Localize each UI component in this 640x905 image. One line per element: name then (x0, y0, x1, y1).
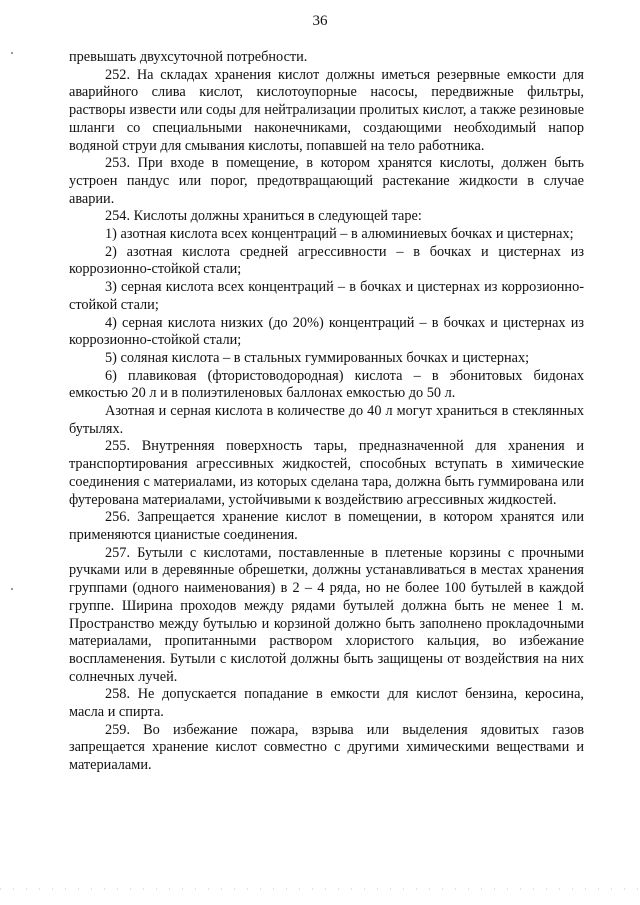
paragraph-256: 256. Запрещается хранение кислот в помещении, в котором хранятся или применяются цианистые соединения. (69, 509, 584, 543)
paragraph-253: 253. При входе в помещение, в котором хранятся кислоты, должен быть устроен пандус или порог, предотвращающий растекание жидкости в случае аварии. (69, 155, 584, 207)
list-item-6: 6) плавиковая (фтористоводородная) кислота – в эбонитовых бидонах емкостью 20 л и в полиэтиленовых баллонах емкостью до 50 л. (69, 367, 584, 402)
page-number: 36 (312, 13, 328, 29)
document-body (69, 49, 584, 775)
paragraph-259: 259. Во избежание пожара, взрыва или выделения ядовитых газов запрещается хранение кислот совместно с другими химическими веществами и материалами. (69, 721, 584, 774)
scan-speck (11, 588, 13, 590)
scan-speck (11, 52, 13, 54)
list-item-1: 1) азотная кислота всех концентраций – в алюминиевых бочках и цистернах; (105, 226, 574, 243)
paragraph-258: 258. Не допускается попадание в емкости для кислот бензина, керосина, масла и спирта. (69, 686, 584, 721)
paragraph-glass-bottles: Азотная и серная кислота в количестве до 40 л могут храниться в стеклянных бутылях. (69, 403, 584, 437)
paragraph-continuation: превышать двухсуточной потребности. (69, 49, 308, 65)
paragraph-254: 254. Кислоты должны храниться в следующей таре: (105, 208, 422, 225)
list-item-2: 2) азотная кислота средней агрессивности – в бочках и цистернах из коррозионно-стойкой стали; (69, 243, 584, 278)
list-item-5: 5) соляная кислота – в стальных гуммированных бочках и цистернах; (105, 349, 530, 366)
paragraph-252: 252. На складах хранения кислот должны иметься резервные емкости для аварийного слива кислот, кислотоупорные насосы, передвижные фильтры, растворы извести или соды для нейтрализации пролитых кислот, а также резиновые шланги со специальными наконечниками, создающими необходимый напор водяной струи для смывания кислоты, попавшей на тело работника. (69, 66, 584, 154)
paragraph-257: 257. Бутыли с кислотами, поставленные в плетеные корзины с прочными ручками или в деревянные обрешетки, должны устанавливаться в местах хранения группами (одного наименования) в 2 – 4 ряда, но не более 100 бутылей в каждой группе. Ширина проходов между рядами бутылей должна быть не менее 1 м. Пространство между бутылью и корзиной должно быть заполнено прокладочными материалами, пропитанными раствором хлористого кальция, во избежание воспламенения. Бутыли с кислотой должны быть защищены от воздействия на них солнечных лучей. (69, 544, 584, 685)
paragraph-255: 255. Внутренняя поверхность тары, предназначенной для хранения и транспортирования агрессивных жидкостей, способных вступать в химические соединения с материалами, из которых сделана тара, должна быть гуммирована или футерована материалами, устойчивыми к воздействию агрессивных жидкостей. (69, 438, 584, 508)
list-item-3: 3) серная кислота всех концентраций – в бочках и цистернах из коррозионно-стойкой стали; (69, 279, 584, 313)
scan-artifact-line (0, 888, 640, 890)
list-item-4: 4) серная кислота низких (до 20%) концентраций – в бочках и цистернах из коррозионно-стойкой стали; (69, 314, 584, 349)
